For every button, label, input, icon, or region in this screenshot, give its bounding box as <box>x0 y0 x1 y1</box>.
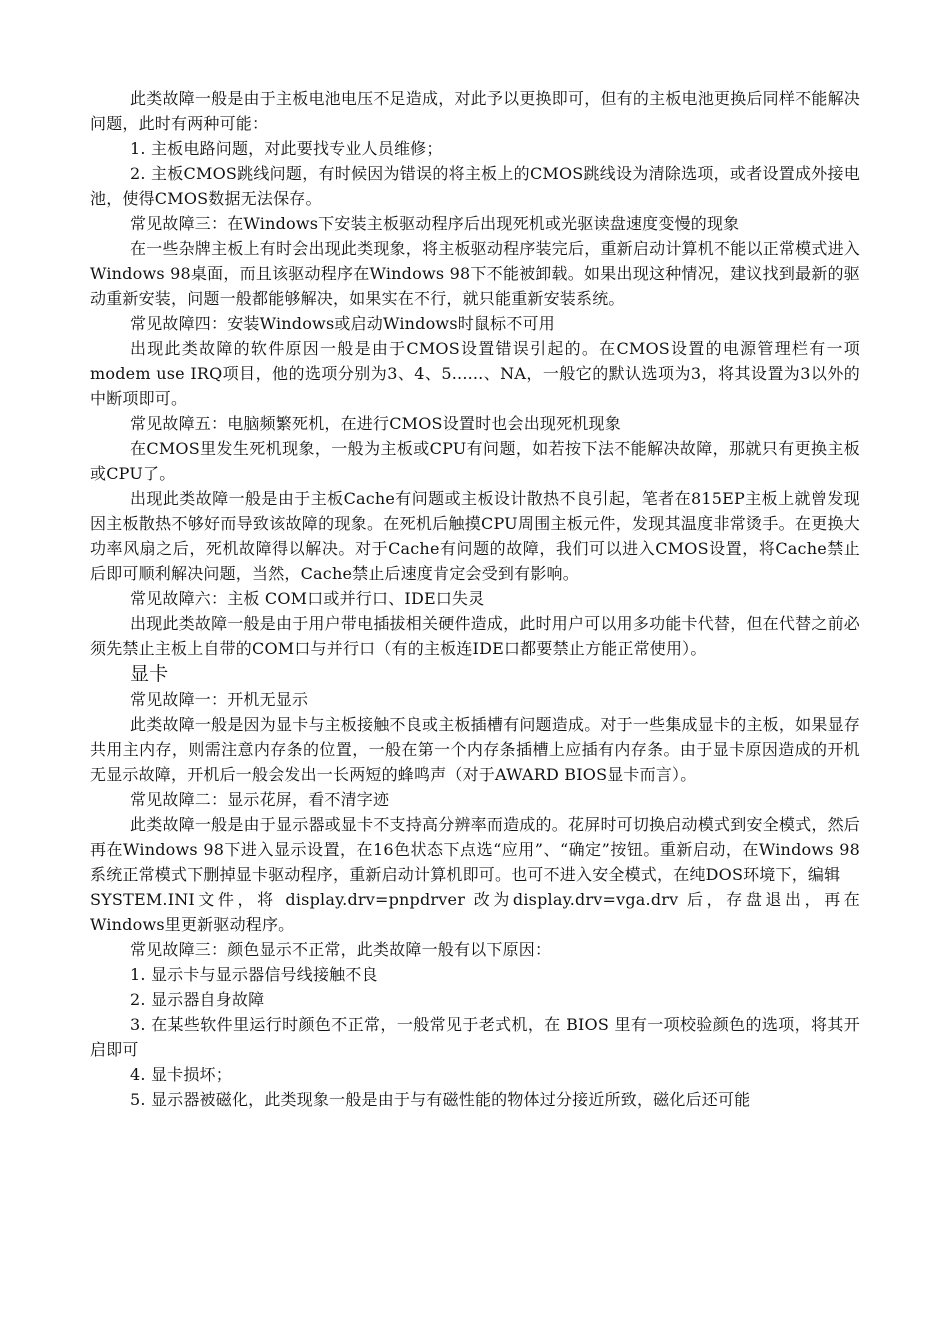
paragraph: 在一些杂牌主板上有时会出现此类现象，将主板驱动程序装完后，重新启动计算机不能以正常模式进入Windows 98桌面，而且该驱动程序在Windows 98下不能被卸载。如果出现这种情况，建议找到最新的驱动重新安装，问题一般都能够解决，如果实在不行，就只能重新安装系统。 <box>90 239 860 308</box>
list-item: 1. 显示卡与显示器信号线接触不良 <box>130 965 378 984</box>
paragraph: 此类故障一般是由于显示器或显卡不支持高分辨率而造成的。花屏时可切换启动模式到安全模式，然后再在Windows 98下进入显示设置，在16色状态下点选“应用”、“确定”按钮。重新启动，在Windows 98系统正常模式下删掉显卡驱动程序，重新启动计算机即可。也可不进入安全模式，在纯DOS环境下，编辑 <box>90 815 860 884</box>
paragraph: 在CMOS里发生死机现象，一般为主板或CPU有问题，如若按下法不能解决故障，那就只有更换主板或CPU了。 <box>90 439 860 483</box>
document-page <box>90 86 860 1112</box>
list-item: 5. 显示器被磁化，此类现象一般是由于与有磁性能的物体过分接近所致，磁化后还可能 <box>130 1090 751 1109</box>
paragraph: 出现此类故障一般是由于用户带电插拔相关硬件造成，此时用户可以用多功能卡代替，但在代替之前必须先禁止主板上自带的COM口与并行口（有的主板连IDE口都要禁止方能正常使用）。 <box>90 614 860 658</box>
fault-title: 常见故障四：安装Windows或启动Windows时鼠标不可用 <box>130 314 555 333</box>
list-item: 2. 主板CMOS跳线问题，有时候因为错误的将主板上的CMOS跳线设为清除选项，或者设置成外接电池，使得CMOS数据无法保存。 <box>90 164 860 208</box>
paragraph: 出现此类故障的软件原因一般是由于CMOS设置错误引起的。在CMOS设置的电源管理栏有一项modem use IRQ项目，他的选项分别为3、4、5......、NA，一般它的默认选项为3，将其设置为3以外的中断项即可。 <box>90 339 860 408</box>
fault-title: 常见故障三：在Windows下安装主板驱动程序后出现死机或光驱读盘速度变慢的现象 <box>130 214 740 233</box>
fault-title: 常见故障一：开机无显示 <box>130 690 309 709</box>
fault-title: 常见故障六：主板 COM口或并行口、IDE口失灵 <box>130 589 485 608</box>
fault-title: 常见故障二：显示花屏，看不清字迹 <box>130 790 390 809</box>
list-item: 3. 在某些软件里运行时颜色不正常，一般常见于老式机，在 BIOS 里有一项校验颜色的选项，将其开启即可 <box>90 1015 860 1059</box>
section-heading: 显卡 <box>130 663 169 685</box>
paragraph: 出现此类故障一般是由于主板Cache有问题或主板设计散热不良引起，笔者在815EP主板上就曾发现因主板散热不够好而导致该故障的现象。在死机后触摸CPU周围主板元件，发现其温度非常烫手。在更换大功率风扇之后，死机故障得以解决。对于Cache有问题的故障，我们可以进入CMOS设置，将Cache禁止后即可顺利解决问题，当然，Cache禁止后速度肯定会受到有影响。 <box>90 489 860 583</box>
paragraph: 此类故障一般是由于主板电池电压不足造成，对此予以更换即可，但有的主板电池更换后同样不能解决问题，此时有两种可能： <box>90 89 860 133</box>
paragraph: 此类故障一般是因为显卡与主板接触不良或主板插槽有问题造成。对于一些集成显卡的主板，如果显存共用主内存，则需注意内存条的位置，一般在第一个内存条插槽上应插有内存条。由于显卡原因造成的开机无显示故障，开机后一般会发出一长两短的蜂鸣声（对于AWARD BIOS显卡而言）。 <box>90 715 860 784</box>
list-item: 2. 显示器自身故障 <box>130 990 265 1009</box>
list-item: 1. 主板电路问题，对此要找专业人员维修； <box>130 139 443 158</box>
list-item: 4. 显卡损坏； <box>130 1065 232 1084</box>
fault-title: 常见故障五：电脑频繁死机，在进行CMOS设置时也会出现死机现象 <box>130 414 621 433</box>
fault-title: 常见故障三：颜色显示不正常，此类故障一般有以下原因： <box>130 940 552 959</box>
paragraph: SYSTEM.INI文件，将 display.drv=pnpdrver 改为display.drv=vga.drv 后，存盘退出，再在Windows里更新驱动程序。 <box>90 890 860 934</box>
